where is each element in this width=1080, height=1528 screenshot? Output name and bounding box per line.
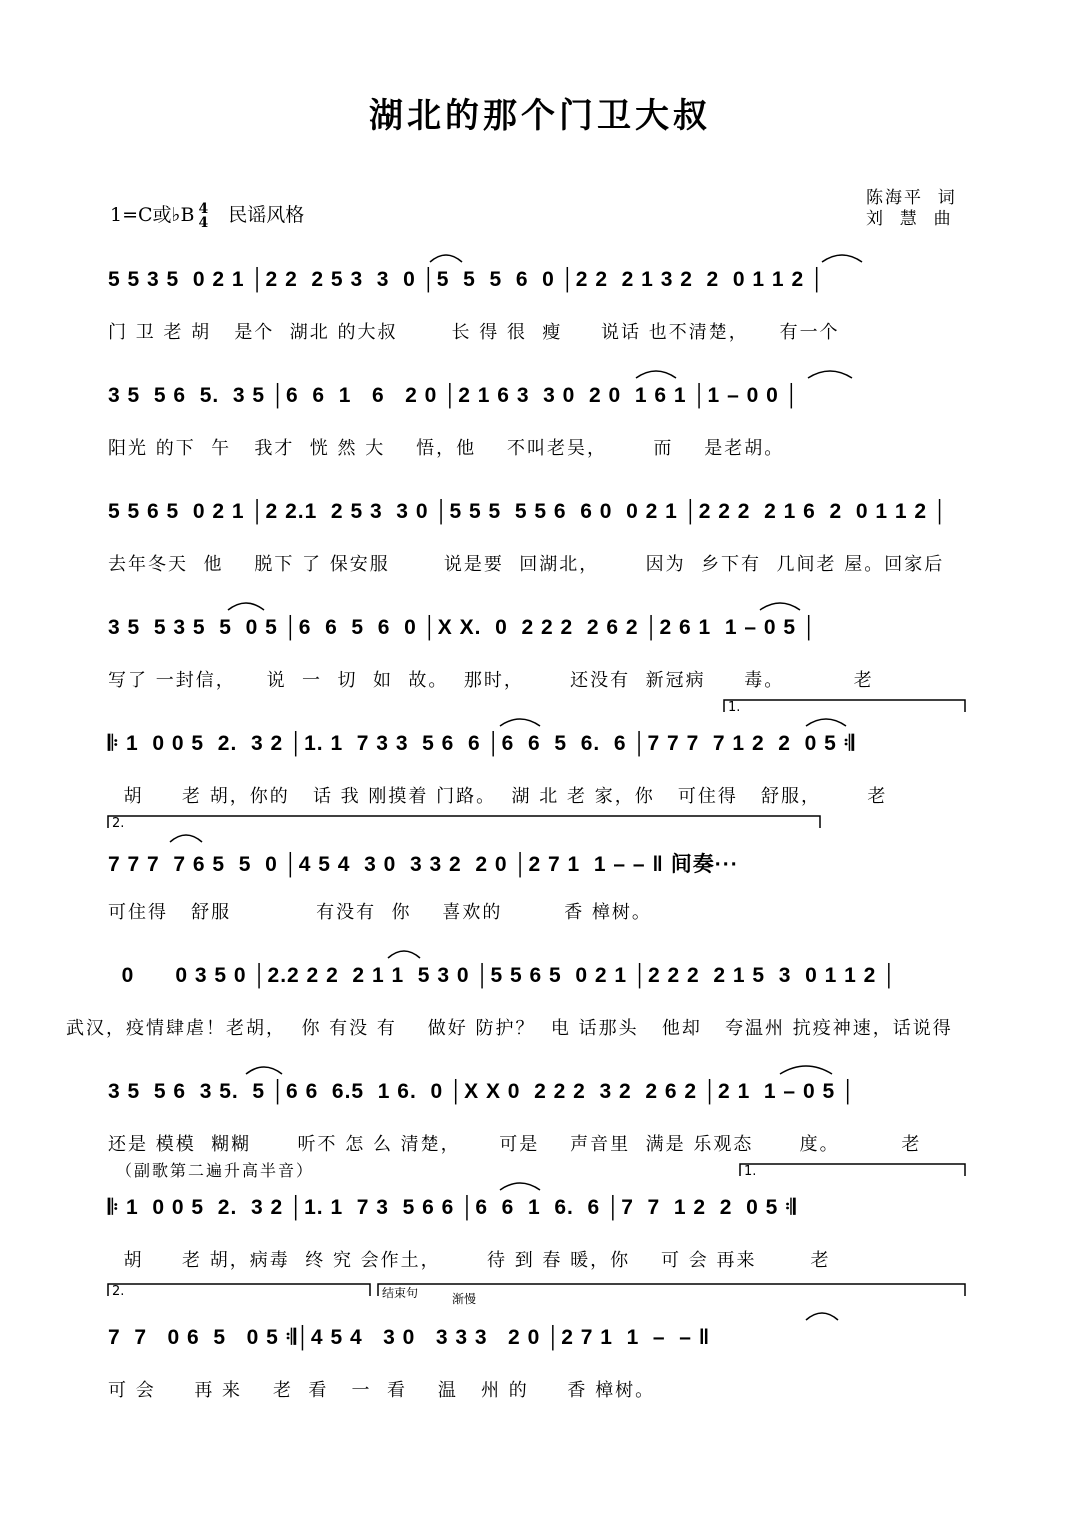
lyrics-line-3: 去年冬天 他 脱下 了 保安服 说是要 回湖北， 因为 乡下有 几间老 屋。回家后: [108, 554, 945, 575]
volta-bracket-2: [108, 816, 820, 828]
time-signature-numerator: 4: [198, 201, 209, 217]
notation-line-1: 5 5 3 5 0 2 1 │2 2 2 5 3 3 0 │5 5 5 6 0 │2 2 2 1 3 2 2 0 1 1 2 │: [108, 268, 826, 291]
volta-bracket-1: [724, 700, 965, 712]
ending-label: 结束句: [382, 1286, 419, 1300]
lyrics-line-1: 门 卫 老 胡 是个 湖北 的大叔 长 得 很 瘦 说话 也不清楚， 有一个: [108, 322, 840, 343]
slur: [228, 603, 264, 610]
slur: [636, 371, 676, 378]
lyrics-line-6: 可住得 舒服 有没有 你 喜欢的 香 樟树。: [108, 902, 652, 923]
slur: [760, 603, 800, 610]
notation-line-8: 3 5 5 6 3 5. 5 │6 6 6.5 1 6. 0 │X X 0 2 2 2 3 2 2 6 2 │2 1 1 – 0 5 │: [108, 1080, 857, 1103]
lyrics-line-4: 写了 一封信， 说 一 切 如 故。 那时， 还没有 新冠病 毒。 老: [108, 670, 874, 691]
composer-credit: 刘 慧 曲: [866, 209, 953, 229]
notation-line-9: 𝄆 1 0 0 5 2. 3 2 │1. 1 7 3 5 6 6 │6 6 1 6. 6 │7 7 1 2 2 0 5 𝄇: [108, 1196, 797, 1219]
key-signature: 1=C或♭B: [110, 204, 195, 226]
volta-2-label: 2.: [112, 816, 125, 831]
slur: [808, 371, 852, 378]
lyrics-line-2: 阳光 的下 午 我才 恍 然 大 悟，他 不叫老吴， 而 是老胡。: [108, 438, 785, 459]
slur: [430, 255, 462, 262]
time-signature-denominator: 4: [198, 215, 209, 231]
lyrics-line-9: 胡 老 胡，病毒 终 究 会作土， 待 到 春 暖，你 可 会 再来 老: [108, 1250, 831, 1271]
volta-1-label-second: 1.: [744, 1164, 757, 1179]
lyrics-line-10: 可 会 再 来 老 看 一 看 温 州 的 香 樟树。: [108, 1380, 656, 1401]
notation-line-4: 3 5 5 3 5 5 0 5 │6 6 5 6 0 │X X. 0 2 2 2 2 6 2 │2 6 1 1 – 0 5 │: [108, 616, 818, 639]
song-title: 湖北的那个门卫大叔: [369, 96, 711, 136]
notation-line-6: 7 7 7 7 6 5 5 0 │4 5 4 3 0 3 3 2 2 0 │2 7 1 1 – – ‖ 间奏···: [108, 853, 739, 876]
slur: [500, 719, 540, 726]
lyrics-line-5: 胡 老 胡，你的 话 我 刚摸着 门路。 湖 北 老 家，你 可住得 舒服， 老: [108, 786, 888, 807]
slur: [388, 951, 420, 958]
notation-line-3: 5 5 6 5 0 2 1 │2 2.1 2 5 3 3 0 │5 5 5 5 5 6 6 0 0 2 1 │2 2 2 2 1 6 2 0 1 1 2 │: [108, 500, 949, 523]
slur: [806, 719, 846, 726]
tempo-slow-label: 渐慢: [452, 1292, 477, 1306]
lyrics-line-8: 还是 模模 糊糊 听不 怎 么 清楚， 可是 声音里 满是 乐观态 度。 老: [108, 1134, 922, 1155]
volta-2-label-second: 2.: [112, 1284, 125, 1299]
notation-line-7: 0 0 3 5 0 │2.2 2 2 2 1 1 5 3 0 │5 5 6 5 0 2 1 │2 2 2 2 1 5 3 0 1 1 2 │: [108, 964, 898, 987]
style-label: 民谣风格: [228, 204, 305, 226]
lyrics-line-7: 武汉，疫情肆虐！老胡， 你 有没 有 做好 防护？ 电 话那头 他却 夸温州 抗疫神速，话说得: [66, 1018, 953, 1039]
lyricist-credit: 陈海平 词: [866, 188, 957, 208]
volta-bracket-3: [740, 1164, 965, 1176]
chorus-note: （副歌第二遍升高半音）: [116, 1161, 315, 1180]
slur: [822, 255, 862, 262]
slur: [170, 835, 202, 842]
slur: [780, 1066, 832, 1074]
notation-line-10: 7 7 0 6 5 0 5 𝄇│4 5 4 3 0 3 3 3 2 0 │2 7 1 1 – – ‖: [108, 1326, 711, 1349]
notation-line-5: 𝄆 1 0 0 5 2. 3 2 │1. 1 7 3 3 5 6 6 │6 6 5 6. 6 │7 7 7 7 1 2 2 0 5 𝄇: [108, 732, 855, 755]
volta-1-label: 1.: [728, 700, 741, 715]
slur: [500, 1183, 540, 1190]
notation-line-2: 3 5 5 6 5. 3 5 │6 6 1 6 2 0 │2 1 6 3 3 0 2 0 1 6 1 │1 – 0 0 │: [108, 384, 800, 407]
slur: [246, 1067, 282, 1074]
slur: [806, 1313, 838, 1320]
ending-bracket: [378, 1284, 965, 1296]
volta-bracket-4: [108, 1284, 370, 1296]
